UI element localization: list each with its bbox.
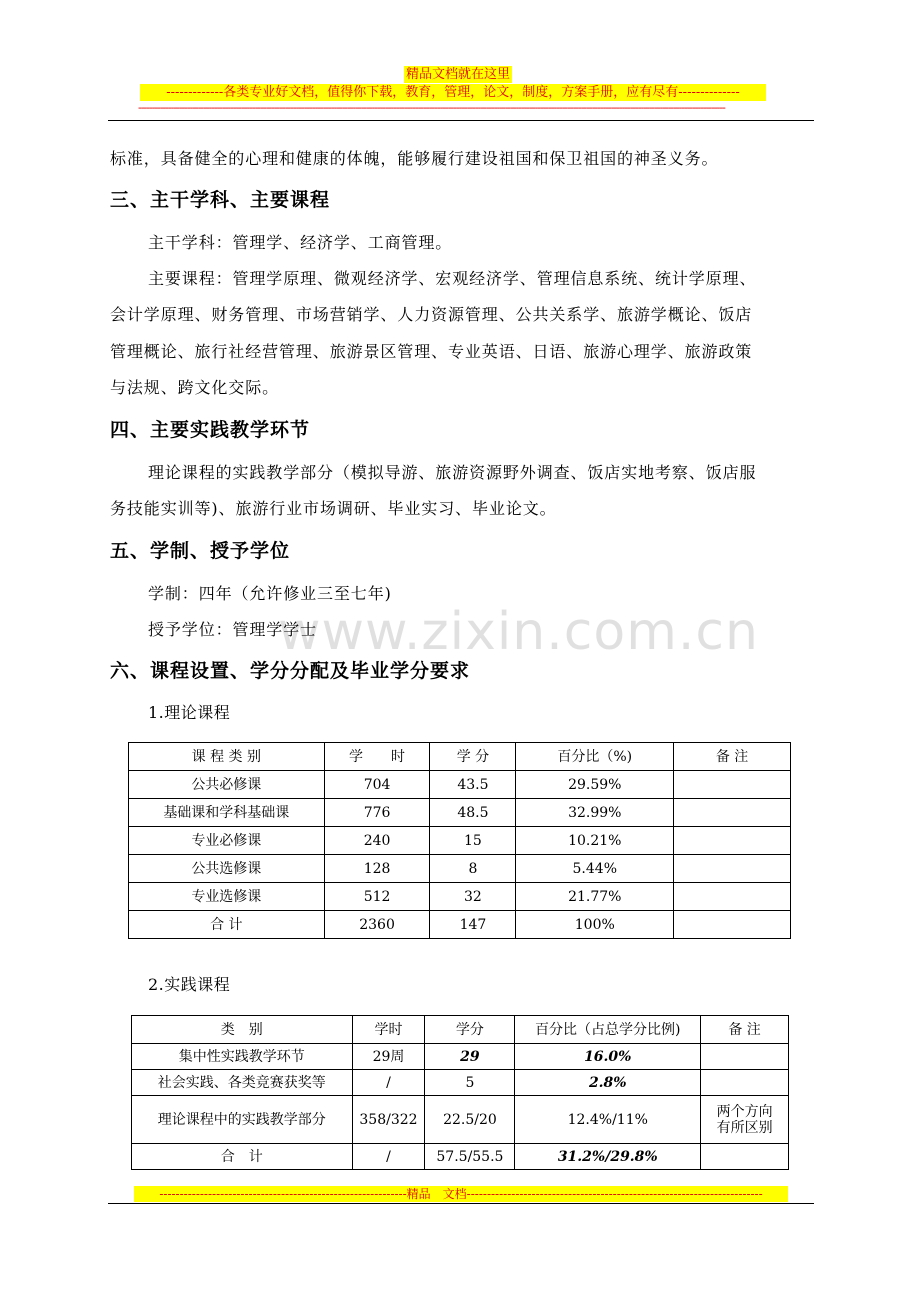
s4-text-1: 理论课程的实践教学部分（模拟导游、旅游资源野外调查、饭店实地考察、饭店服	[148, 463, 757, 482]
header-cell: 百分比（占总学分比例)	[515, 1016, 701, 1044]
table-row	[129, 855, 791, 883]
table-cell: 2.8%	[515, 1070, 701, 1096]
table-cell: 22.5/20	[425, 1096, 515, 1144]
table-total-row	[129, 911, 791, 939]
subheading-practice: 2.实践课程	[148, 975, 231, 994]
table-cell: 基础课和学科基础课	[129, 799, 325, 827]
table-cell: 12.4%/11%	[515, 1096, 701, 1144]
note-line-2: 有所区别	[716, 1119, 773, 1136]
header-cell: 课 程 类 别	[129, 743, 325, 771]
s3-major: 主干学科：管理学、经济学、工商管理。	[148, 233, 453, 252]
table-cell: 理论课程中的实践教学部分	[132, 1096, 353, 1144]
section-6-heading: 六、课程设置、学分分配及毕业学分要求	[110, 660, 471, 682]
theory-course-table	[128, 742, 791, 939]
table-cell: 5	[425, 1070, 515, 1096]
header-cell: 学分	[425, 1016, 515, 1044]
header-cell: 学 时	[324, 743, 430, 771]
table-row	[129, 883, 791, 911]
table-cell	[701, 1144, 789, 1170]
table-cell: 社会实践、各类竞赛获奖等	[132, 1070, 353, 1096]
table-header-row	[129, 743, 791, 771]
table-cell: 专业选修课	[129, 883, 325, 911]
table-cell	[674, 827, 791, 855]
table-note-cell	[701, 1096, 789, 1144]
table-row	[132, 1096, 789, 1144]
table-cell: 合 计	[132, 1144, 353, 1170]
table-cell	[674, 771, 791, 799]
table-cell: 15	[430, 827, 516, 855]
header-cell: 百分比（%)	[516, 743, 674, 771]
section-4-heading: 四、主要实践教学环节	[110, 419, 311, 441]
table-cell: 合 计	[129, 911, 325, 939]
table-cell: 512	[324, 883, 430, 911]
table-cell: 147	[430, 911, 516, 939]
table-cell: 43.5	[430, 771, 516, 799]
footer-rule	[108, 1203, 814, 1204]
table-cell: /	[352, 1144, 425, 1170]
table-cell: 32.99%	[516, 799, 674, 827]
table-cell: 29	[425, 1044, 515, 1070]
header-rule	[108, 120, 814, 121]
table-total-row	[132, 1144, 789, 1170]
table-cell: 专业必修课	[129, 827, 325, 855]
header-cell: 类 别	[132, 1016, 353, 1044]
table-row	[132, 1044, 789, 1070]
header-cell: 备 注	[674, 743, 791, 771]
table-row	[129, 799, 791, 827]
table-cell: 集中性实践教学环节	[132, 1044, 353, 1070]
table-cell	[701, 1070, 789, 1096]
table-cell: 5.44%	[516, 855, 674, 883]
table-cell: 704	[324, 771, 430, 799]
table-cell: 48.5	[430, 799, 516, 827]
section-5-heading: 五、学制、授予学位	[110, 540, 291, 562]
table-cell: 31.2%/29.8%	[515, 1144, 701, 1170]
header-cell: 学 分	[430, 743, 516, 771]
table-cell	[674, 799, 791, 827]
section-3-heading: 三、主干学科、主要课程	[110, 189, 331, 211]
table-row	[129, 827, 791, 855]
table-cell: 公共必修课	[129, 771, 325, 799]
table-cell: 8	[430, 855, 516, 883]
table-cell	[674, 855, 791, 883]
header-dash-line: ------------------------------------------------------------------------------------------------------------------------------------------------------------------------------------------------------------------------	[138, 102, 725, 114]
table-cell: 2360	[324, 911, 430, 939]
header-title: 精品文档就在这里	[406, 67, 511, 82]
table-cell: 358/322	[352, 1096, 425, 1144]
table-cell: 10.21%	[516, 827, 674, 855]
note-line-1: 两个方向	[716, 1103, 773, 1120]
header-cell: 学时	[352, 1016, 425, 1044]
table-cell: 16.0%	[515, 1044, 701, 1070]
s5-duration: 学制：四年（允许修业三至七年)	[148, 584, 392, 603]
header-subtitle: -------------各类专业好文档，值得你下载，教育，管理，论文，制度，方案手册，应有尽有--------------	[140, 84, 766, 101]
s3-courses-3: 管理概论、旅行社经营管理、旅游景区管理、专业英语、日语、旅游心理学、旅游政策	[110, 342, 753, 361]
subheading-theory: 1.理论课程	[148, 703, 231, 722]
table-cell: 21.77%	[516, 883, 674, 911]
header-cell: 备 注	[701, 1016, 789, 1044]
table-cell: 公共选修课	[129, 855, 325, 883]
table-cell: 100%	[516, 911, 674, 939]
practice-course-table	[131, 1015, 789, 1170]
table-cell: 29.59%	[516, 771, 674, 799]
table-cell	[674, 911, 791, 939]
s3-courses-4: 与法规、跨文化交际。	[110, 378, 280, 397]
table-cell: 776	[324, 799, 430, 827]
table-cell: 240	[324, 827, 430, 855]
table-cell: 57.5/55.5	[425, 1144, 515, 1170]
s4-text-2: 务技能实训等)、旅游行业市场调研、毕业实习、毕业论文。	[110, 499, 557, 518]
table-cell: /	[352, 1070, 425, 1096]
table-cell: 29周	[352, 1044, 425, 1070]
table-header-row	[132, 1016, 789, 1044]
table-cell	[674, 883, 791, 911]
table-row	[129, 771, 791, 799]
s3-courses-1: 主要课程：管理学原理、微观经济学、宏观经济学、管理信息系统、统计学原理、	[148, 269, 757, 288]
s5-degree: 授予学位：管理学学士	[148, 620, 318, 639]
table-row	[132, 1070, 789, 1096]
s3-courses-2: 会计学原理、财务管理、市场营销学、人力资源管理、公共关系学、旅游学概论、饭店	[110, 305, 753, 324]
watermark: www.zixin.com.cn	[278, 602, 759, 662]
footer-bar: -------------------------------------------------------------精品 文档-------------------------------------------------------------------------	[134, 1186, 788, 1202]
table-cell: 32	[430, 883, 516, 911]
table-cell	[701, 1044, 789, 1070]
table-cell: 128	[324, 855, 430, 883]
intro-line: 标准，具备健全的心理和健康的体魄，能够履行建设祖国和保卫祖国的神圣义务。	[110, 149, 719, 168]
